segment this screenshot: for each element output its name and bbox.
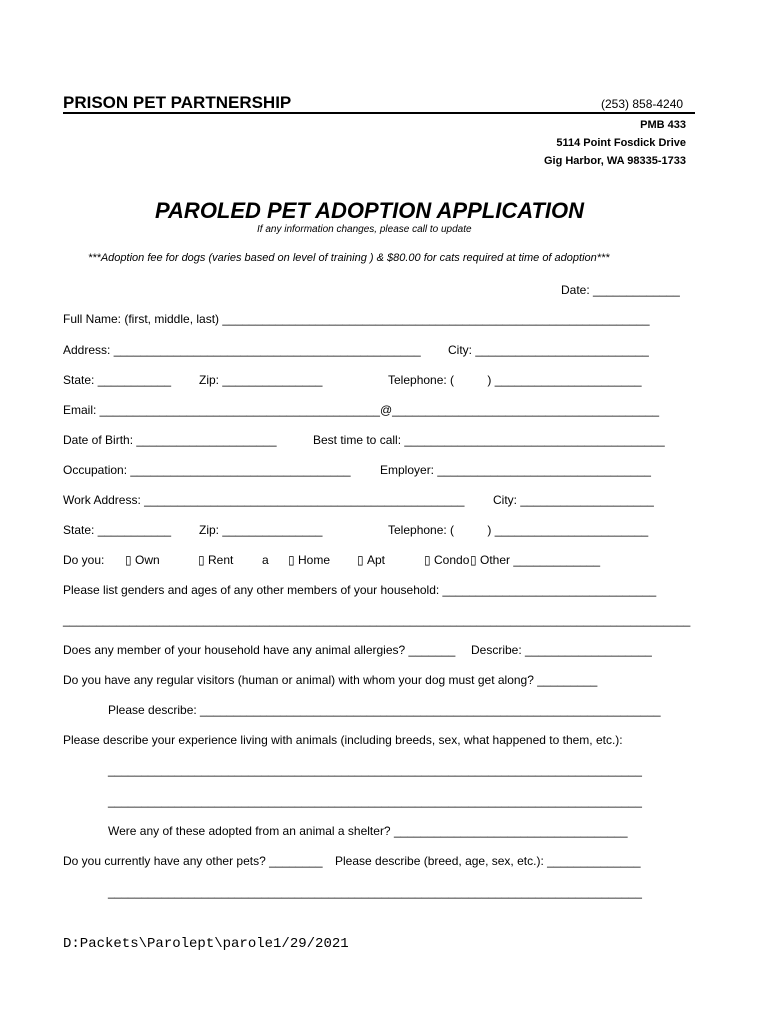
work-telephone-field[interactable]: Telephone: ( ) _______________________ — [388, 523, 649, 537]
work-city-field[interactable]: City: ____________________ — [493, 493, 654, 507]
full-name-field[interactable]: Full Name: (first, middle, last) ________________________________________________________________ — [63, 312, 650, 326]
other-pets-field[interactable]: Do you currently have any other pets? ________ — [63, 854, 323, 868]
condo-checkbox-icon[interactable]: ▯ — [424, 553, 431, 567]
date-field[interactable]: Date: _____________ — [561, 283, 680, 297]
other-option-field[interactable]: Other _____________ — [480, 553, 601, 567]
do-you-label: Do you: — [63, 553, 105, 567]
rent-option-label: Rent — [208, 553, 234, 567]
a-label: a — [262, 553, 269, 567]
allergies-field[interactable]: Does any member of your household have any animal allergies? _______ — [63, 643, 456, 657]
address-field[interactable]: Address: ______________________________________________ — [63, 343, 421, 357]
org-address-line3: Gig Harbor, WA 98335-1733 — [543, 155, 686, 167]
document-subtitle: If any information changes, please call to update — [257, 224, 472, 235]
rent-checkbox-icon[interactable]: ▯ — [198, 553, 205, 567]
other-pets-line[interactable]: ________________________________________________________________________________ — [108, 885, 642, 899]
telephone-field[interactable]: Telephone: ( ) ______________________ — [388, 373, 642, 387]
email-field[interactable]: Email: __________________________________________@________________________________________ — [63, 403, 660, 417]
date-of-birth-field[interactable]: Date of Birth: _____________________ — [63, 433, 277, 447]
condo-option-label: Condo — [434, 553, 470, 567]
work-zip-field[interactable]: Zip: _______________ — [199, 523, 323, 537]
file-path-footer: D:Packets\Parolept\parole1/29/2021 — [63, 936, 349, 952]
shelter-field[interactable]: Were any of these adopted from an animal a shelter? ___________________________________ — [108, 824, 628, 838]
other-pets-describe-field[interactable]: Please describe (breed, age, sex, etc.): ______________ — [335, 854, 641, 868]
allergies-describe-field[interactable]: Describe: ___________________ — [471, 643, 652, 657]
visitors-describe-field[interactable]: Please describe: _____________________________________________________________________ — [108, 703, 661, 717]
org-phone: (253) 858-4240 — [601, 97, 684, 111]
work-address-field[interactable]: Work Address: ________________________________________________ — [63, 493, 465, 507]
home-option-label: Home — [298, 553, 331, 567]
own-option-label: Own — [135, 553, 160, 567]
header-rule — [63, 112, 695, 114]
experience-line-2[interactable]: ________________________________________________________________________________ — [108, 794, 642, 808]
employer-field[interactable]: Employer: ________________________________ — [380, 463, 651, 477]
document-title: PAROLED PET ADOPTION APPLICATION — [155, 198, 585, 223]
animal-experience-question: Please describe your experience living with animals (including breeds, sex, what happened to them, etc.): — [63, 733, 623, 747]
home-checkbox-icon[interactable]: ▯ — [288, 553, 295, 567]
household-members-field[interactable]: Please list genders and ages of any other members of your household: ________________________________ — [63, 583, 657, 597]
state-field[interactable]: State: ___________ — [63, 373, 172, 387]
own-checkbox-icon[interactable]: ▯ — [125, 553, 132, 567]
apt-option-label: Apt — [367, 553, 386, 567]
org-address-line2: 5114 Point Fosdick Drive — [556, 137, 686, 149]
household-members-line[interactable]: ______________________________________________________________________________________________ — [63, 613, 691, 627]
zip-field[interactable]: Zip: _______________ — [199, 373, 323, 387]
work-state-field[interactable]: State: ___________ — [63, 523, 172, 537]
best-time-to-call-field[interactable]: Best time to call: _______________________________________ — [313, 433, 665, 447]
occupation-field[interactable]: Occupation: _________________________________ — [63, 463, 351, 477]
other-checkbox-icon[interactable]: ▯ — [470, 553, 477, 567]
city-field[interactable]: City: __________________________ — [448, 343, 649, 357]
org-name: PRISON PET PARTNERSHIP — [63, 93, 292, 112]
regular-visitors-field[interactable]: Do you have any regular visitors (human or animal) with whom your dog must get along? _________ — [63, 673, 598, 687]
apt-checkbox-icon[interactable]: ▯ — [357, 553, 364, 567]
experience-line-1[interactable]: ________________________________________________________________________________ — [108, 763, 642, 777]
adoption-fee-note: ***Adoption fee for dogs (varies based on level of training ) & $80.00 for cats required at time of adoption*** — [88, 252, 610, 264]
org-address-line1: PMB 433 — [640, 119, 686, 131]
